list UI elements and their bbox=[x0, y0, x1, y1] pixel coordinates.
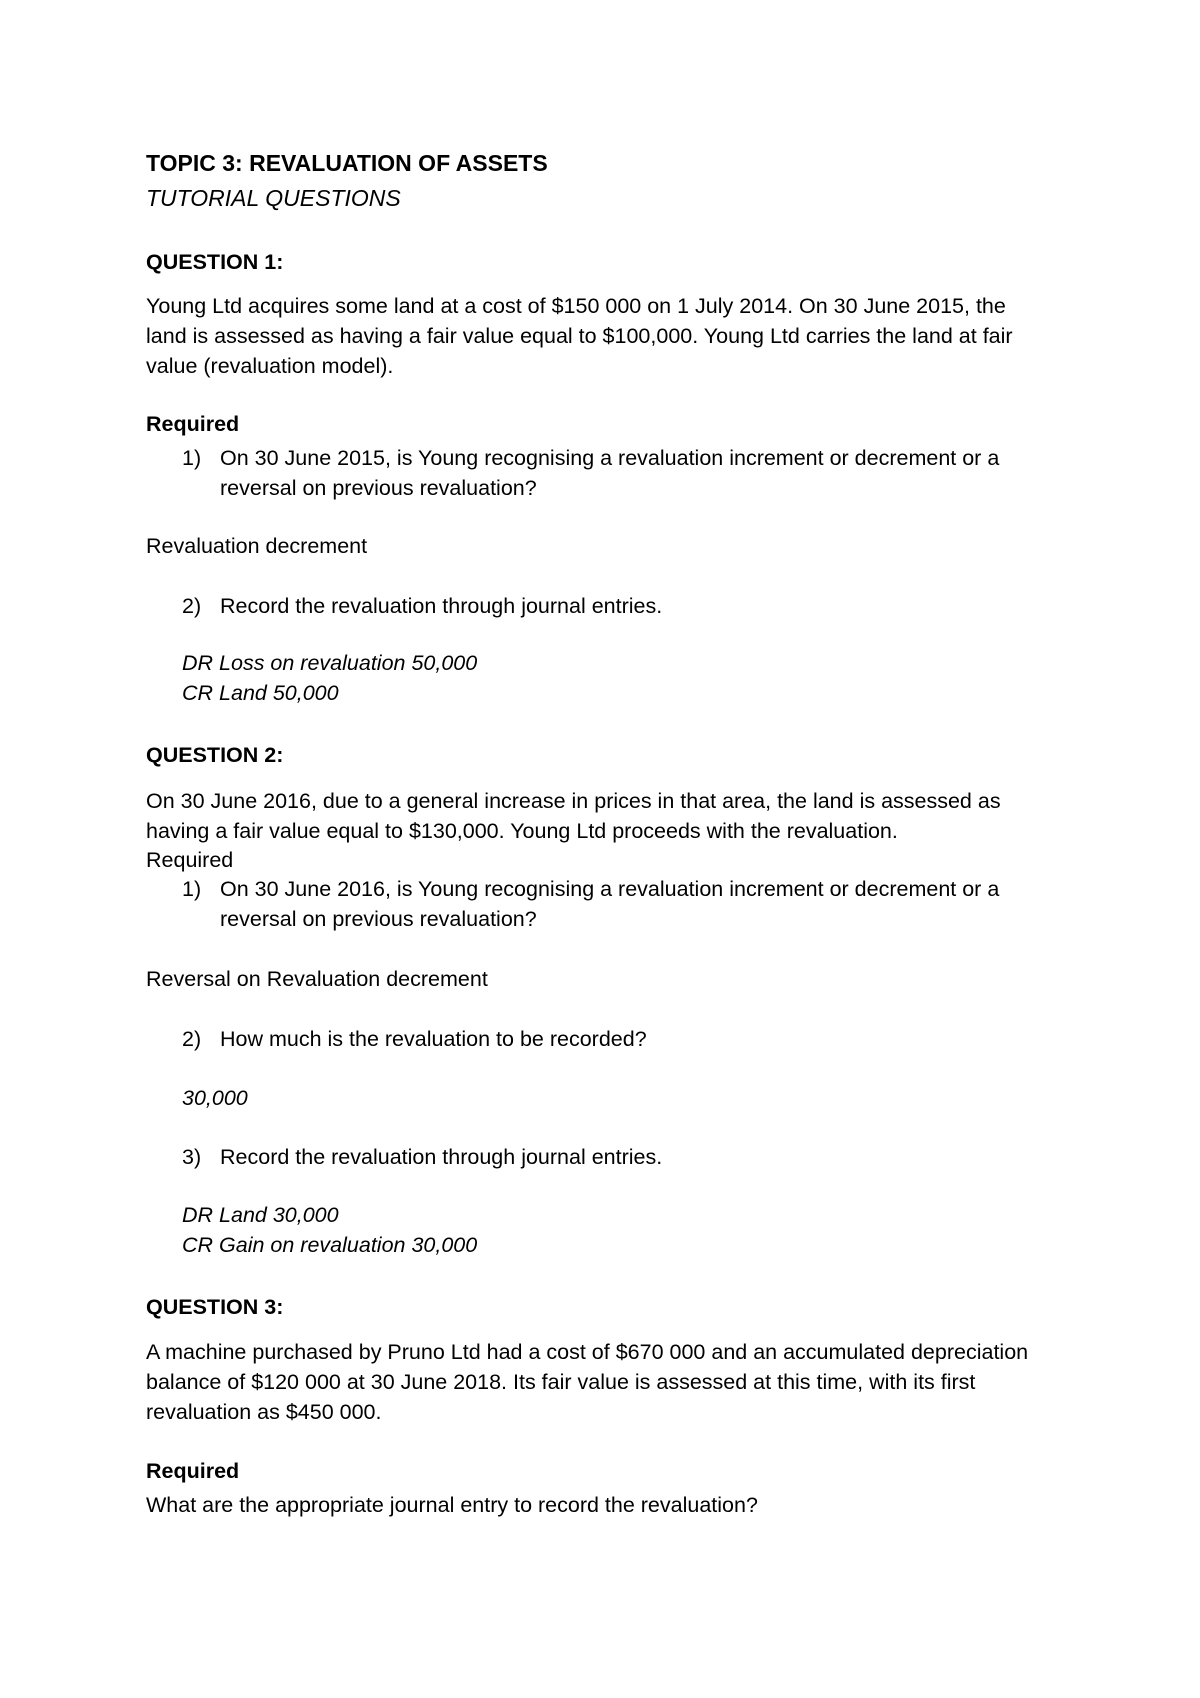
question-2-item-2 bbox=[0, 1024, 1200, 1054]
page-subtitle: TUTORIAL QUESTIONS bbox=[146, 185, 401, 211]
item-text-line: Record the revaluation through journal entries. bbox=[220, 594, 663, 618]
question-1-journal-line: DR Loss on revaluation 50,000 bbox=[182, 651, 478, 675]
item-number: 2) bbox=[182, 594, 202, 618]
item-text-line: On 30 June 2015, is Young recognising a revaluation increment or decrement or a bbox=[220, 446, 1000, 470]
question-2-item-1 bbox=[0, 874, 1200, 934]
question-1-required-label: Required bbox=[146, 412, 240, 436]
question-3-heading: QUESTION 3: bbox=[146, 1295, 284, 1319]
page-title: TOPIC 3: REVALUATION OF ASSETS bbox=[146, 150, 548, 176]
item-text-line: reversal on previous revaluation? bbox=[220, 476, 537, 500]
item-text-line: On 30 June 2016, is Young recognising a revaluation increment or decrement or a bbox=[220, 877, 1000, 901]
question-2-item-3 bbox=[0, 1142, 1200, 1172]
question-1-journal-line: CR Land 50,000 bbox=[182, 681, 339, 705]
question-2-answer-1: Reversal on Revaluation decrement bbox=[146, 967, 488, 991]
item-text-line: reversal on previous revaluation? bbox=[220, 907, 537, 931]
item-number: 1) bbox=[182, 446, 202, 470]
question-1-item-1 bbox=[0, 443, 1200, 503]
question-1-heading: QUESTION 1: bbox=[146, 250, 284, 274]
item-number: 3) bbox=[182, 1145, 202, 1169]
question-2-journal-line: DR Land 30,000 bbox=[182, 1203, 339, 1227]
question-1-body-line: Young Ltd acquires some land at a cost of $150 000 on 1 July 2014. On 30 June 2015, the bbox=[146, 294, 1006, 318]
item-number: 2) bbox=[182, 1027, 202, 1051]
item-number: 1) bbox=[182, 877, 202, 901]
question-3-body-line: revaluation as $450 000. bbox=[146, 1400, 382, 1424]
question-3-question: What are the appropriate journal entry to record the revaluation? bbox=[146, 1493, 758, 1517]
question-3-body-line: A machine purchased by Pruno Ltd had a cost of $670 000 and an accumulated depreciation bbox=[146, 1340, 1029, 1364]
question-1-answer-1: Revaluation decrement bbox=[146, 534, 368, 558]
question-2-body-line: having a fair value equal to $130,000. Young Ltd proceeds with the revaluation. bbox=[146, 819, 898, 843]
question-3-required-label: Required bbox=[146, 1459, 240, 1483]
question-3-body-line: balance of $120 000 at 30 June 2018. Its fair value is assessed at this time, with its first bbox=[146, 1370, 976, 1394]
question-1-body-line: value (revaluation model). bbox=[146, 354, 394, 378]
item-text-line: How much is the revaluation to be recorded? bbox=[220, 1027, 647, 1051]
question-2-required-label: Required bbox=[146, 848, 234, 872]
question-1-item-2 bbox=[0, 591, 1200, 621]
item-text-line: Record the revaluation through journal entries. bbox=[220, 1145, 663, 1169]
question-2-answer-2: 30,000 bbox=[182, 1086, 248, 1110]
question-2-heading: QUESTION 2: bbox=[146, 743, 284, 767]
question-2-journal-line: CR Gain on revaluation 30,000 bbox=[182, 1233, 478, 1257]
question-1-body-line: land is assessed as having a fair value equal to $100,000. Young Ltd carries the land at fair bbox=[146, 324, 1013, 348]
question-2-body-line: On 30 June 2016, due to a general increase in prices in that area, the land is assessed as bbox=[146, 789, 1001, 813]
